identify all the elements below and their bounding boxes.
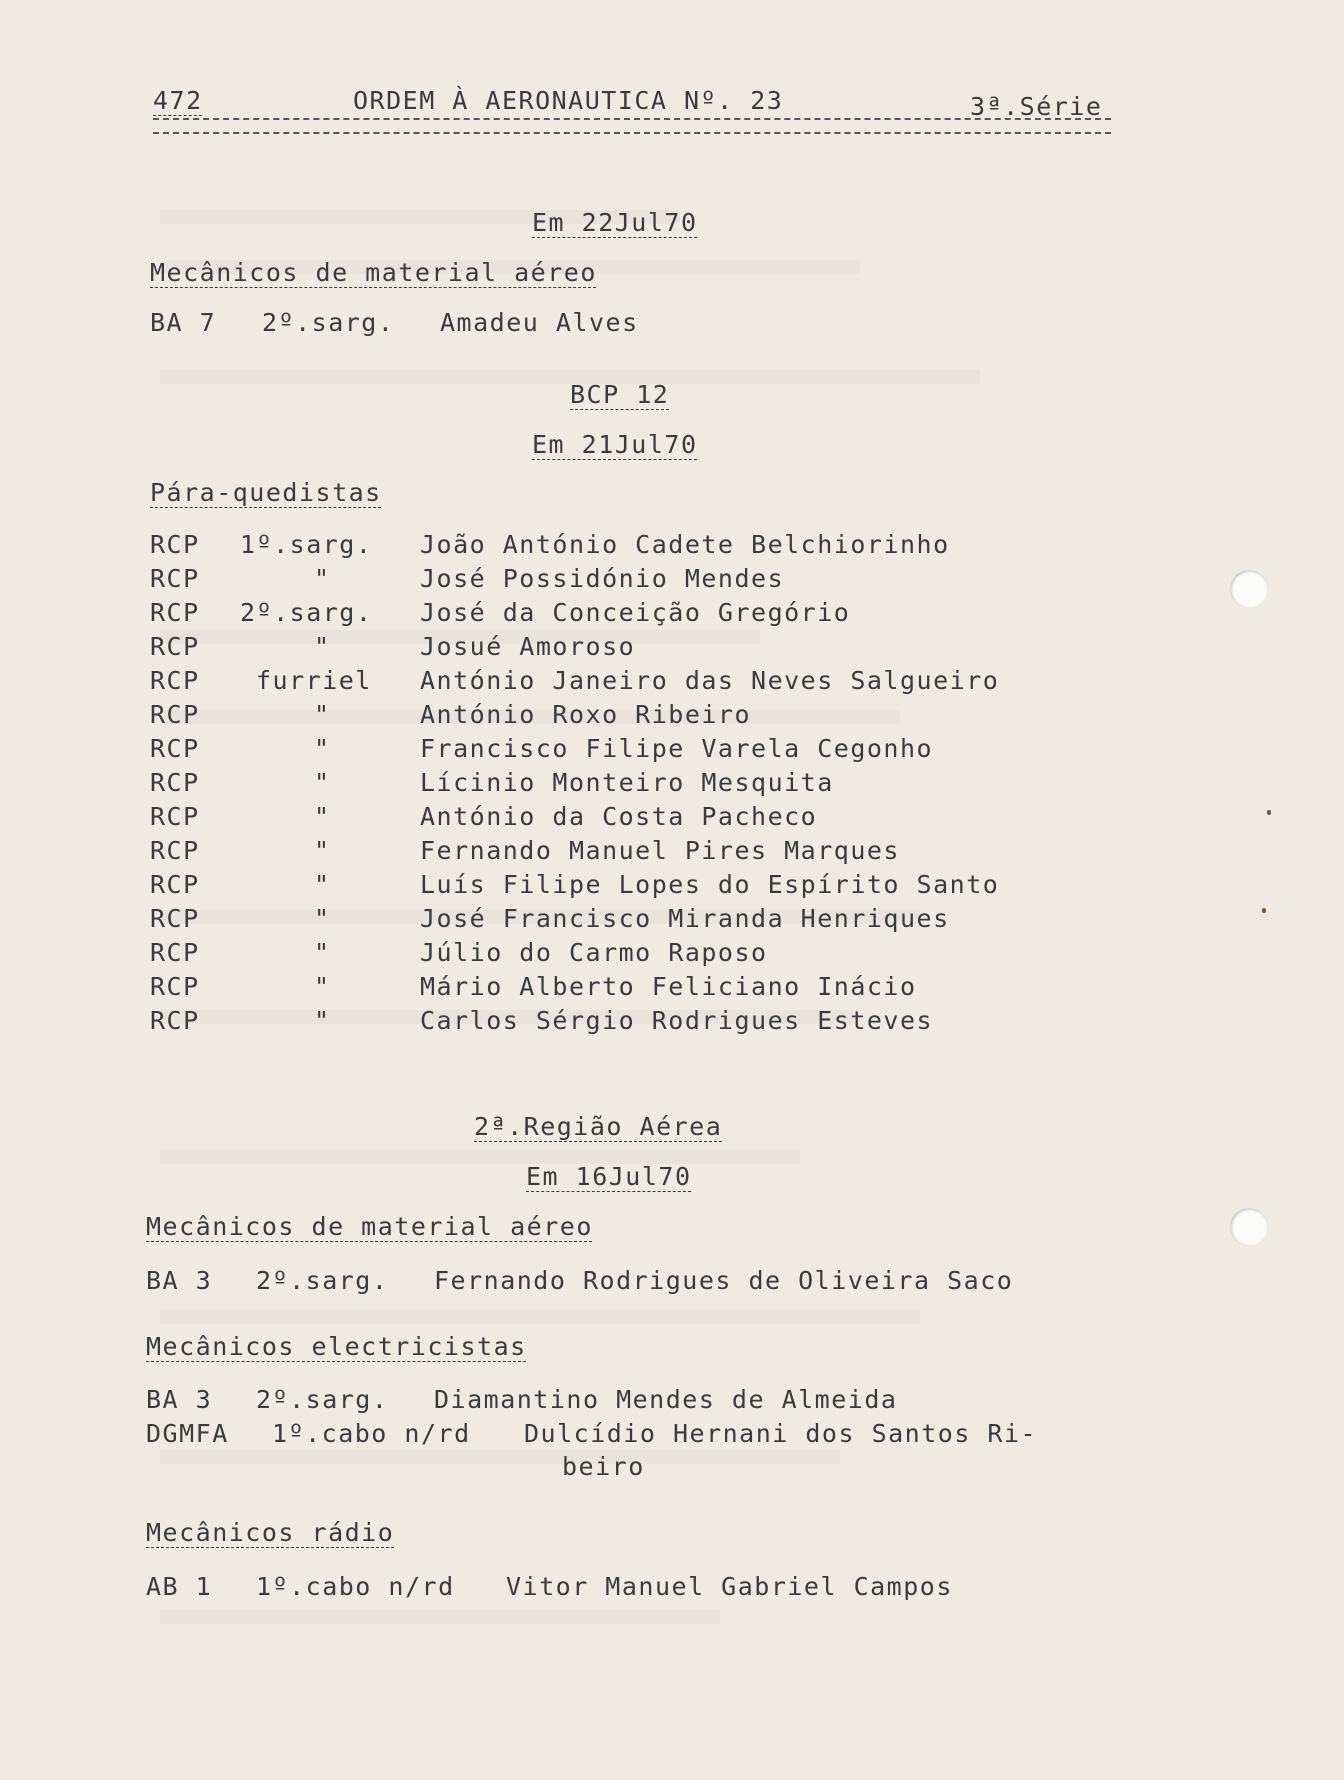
entry-rank: ": [314, 904, 331, 933]
entry-rank: ": [314, 802, 331, 831]
entry-unit: RCP: [150, 938, 200, 967]
entry-unit: RCP: [150, 870, 200, 899]
paper-speck: [1262, 908, 1266, 913]
entry-rank: ": [314, 870, 331, 899]
entry-name: Fernando Manuel Pires Marques: [420, 836, 900, 865]
entry-unit: RCP: [150, 972, 200, 1001]
entry-name: José da Conceição Gregório: [420, 598, 851, 627]
section3-region-title: 2ª.Região Aérea: [474, 1112, 723, 1141]
group3-category: Mecânicos rádio: [146, 1518, 395, 1547]
section1-category: Mecânicos de material aéreo: [150, 258, 597, 287]
entry-rank: ": [314, 1006, 331, 1035]
entry-unit: RCP: [150, 734, 200, 763]
entry-unit: BA 3: [146, 1266, 213, 1295]
entry-unit: BA 7: [150, 308, 217, 337]
entry-name: João António Cadete Belchiorinho: [420, 530, 950, 559]
entry-unit: DGMFA: [146, 1419, 229, 1448]
punch-hole-top: [1230, 570, 1268, 608]
entry-unit: RCP: [150, 802, 200, 831]
entry-name: Dulcídio Hernani dos Santos Ri-: [524, 1419, 1038, 1448]
entry-rank: 2º.sarg.: [262, 308, 395, 337]
page-number: 472: [153, 86, 203, 115]
section3-date: Em 16Jul70: [526, 1162, 692, 1191]
entry-unit: RCP: [150, 564, 200, 593]
entry-unit: RCP: [150, 530, 200, 559]
entry-name: Mário Alberto Feliciano Inácio: [420, 972, 917, 1001]
section1-date: Em 22Jul70: [532, 208, 698, 237]
entry-unit: RCP: [150, 598, 200, 627]
entry-rank: 1º.cabo n/rd: [272, 1419, 471, 1448]
entry-unit: AB 1: [146, 1572, 213, 1601]
entry-unit: RCP: [150, 768, 200, 797]
entry-name: Fernando Rodrigues de Oliveira Saco: [434, 1266, 1014, 1295]
entry-rank: ": [314, 632, 331, 661]
entry-unit: RCP: [150, 836, 200, 865]
series-label: 3ª.Série: [970, 92, 1103, 121]
section2-unit-title: BCP 12: [570, 380, 670, 409]
entry-name: José Francisco Miranda Henriques: [420, 904, 950, 933]
entry-name: Josué Amoroso: [420, 632, 636, 661]
entry-name: António Janeiro das Neves Salgueiro: [420, 666, 1000, 695]
entry-name: António Roxo Ribeiro: [420, 700, 752, 729]
entry-rank: 2º.sarg.: [256, 1266, 389, 1295]
entry-name: Vitor Manuel Gabriel Campos: [506, 1572, 953, 1601]
entry-rank: ": [314, 972, 331, 1001]
entry-name-continuation: beiro: [562, 1452, 645, 1481]
group1-category: Mecânicos de material aéreo: [146, 1212, 593, 1241]
entry-rank: furriel: [256, 666, 372, 695]
entry-name: Luís Filipe Lopes do Espírito Santo: [420, 870, 1000, 899]
header-double-rule: [153, 118, 1111, 134]
entry-unit: RCP: [150, 666, 200, 695]
entry-rank: 2º.sarg.: [256, 1385, 389, 1414]
entry-rank: 2º.sarg.: [240, 598, 373, 627]
entry-name: Francisco Filipe Varela Cegonho: [420, 734, 934, 763]
entry-unit: RCP: [150, 1006, 200, 1035]
entry-rank: ": [314, 938, 331, 967]
entry-rank: ": [314, 836, 331, 865]
punch-hole-bottom: [1230, 1208, 1268, 1246]
entry-unit: RCP: [150, 700, 200, 729]
entry-rank: ": [314, 700, 331, 729]
entry-name: António da Costa Pacheco: [420, 802, 818, 831]
entry-unit: RCP: [150, 632, 200, 661]
entry-rank: 1º.sarg.: [240, 530, 373, 559]
document-title: ORDEM À AERONAUTICA Nº. 23: [353, 86, 784, 115]
entry-name: José Possidónio Mendes: [420, 564, 785, 593]
entry-rank: ": [314, 768, 331, 797]
entry-name: Júlio do Carmo Raposo: [420, 938, 768, 967]
section2-category: Pára-quedistas: [150, 478, 382, 507]
entry-unit: BA 3: [146, 1385, 213, 1414]
group2-category: Mecânicos electricistas: [146, 1332, 527, 1361]
entry-name: Amadeu Alves: [440, 308, 639, 337]
entry-name: Lícinio Monteiro Mesquita: [420, 768, 834, 797]
entry-rank: ": [314, 564, 331, 593]
entry-name: Carlos Sérgio Rodrigues Esteves: [420, 1006, 934, 1035]
entry-name: Diamantino Mendes de Almeida: [434, 1385, 898, 1414]
entry-rank: ": [314, 734, 331, 763]
paper-speck: [1267, 810, 1271, 815]
entry-unit: RCP: [150, 904, 200, 933]
section2-date: Em 21Jul70: [532, 430, 698, 459]
entry-rank: 1º.cabo n/rd: [256, 1572, 455, 1601]
